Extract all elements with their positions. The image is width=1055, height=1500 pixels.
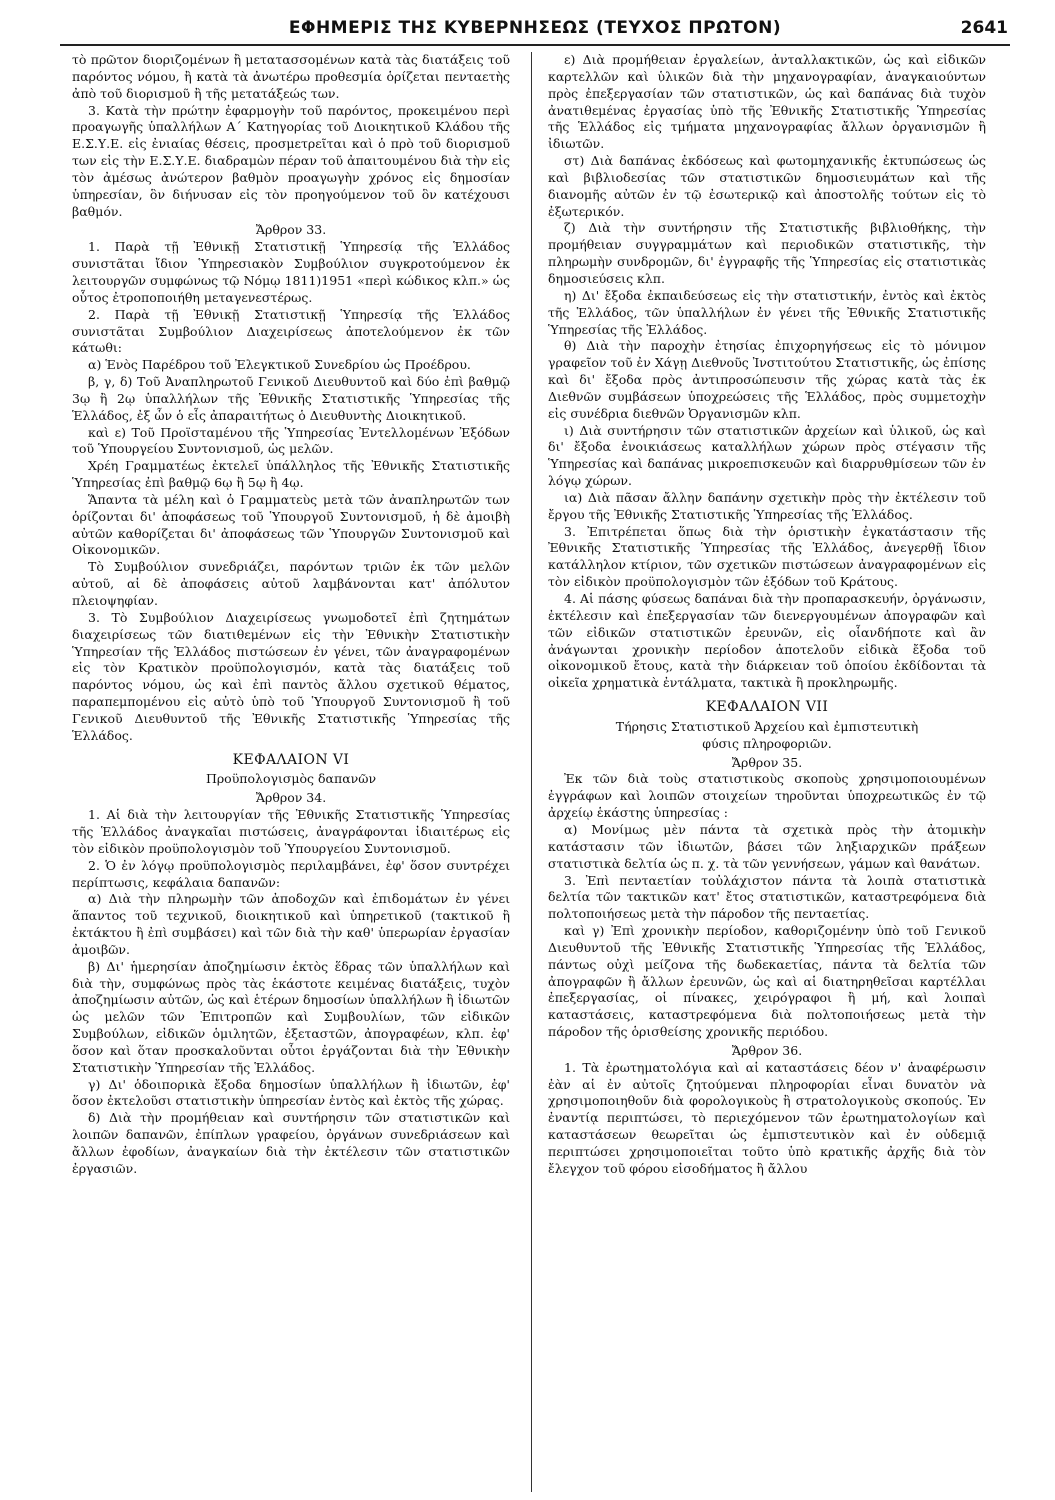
paragraph: ι) Διὰ συντήρησιν τῶν στατιστικῶν ἀρχείων καὶ ὑλικοῦ, ὡς καὶ δι' ἔξοδα ἐνοικιάσεως καταλλήλων χώρων πρὸς στέγασιν τῆς Ὑπηρεσίας καὶ δαπάνας μικροεπισκευῶν καὶ διαρρυθμίσεων τῶν ἐν λόγῳ χώρων. bbox=[548, 422, 986, 489]
paragraph: ε) Διὰ προμήθειαν ἐργαλείων, ἀνταλλακτικῶν, ὡς καὶ εἰδικῶν καρτελλῶν καὶ ὑλικῶν διὰ τὴν μηχανογραφίαν, ἀναγκαιούντων πρὸς ἐπεξεργασίαν τῶν στατιστικῶν, ὡς καὶ δαπάνας διὰ τυχὸν ἀνατιθεμένας ἐργασίας ὑπὸ τῆς Ἐθνικῆς Στατιστικῆς Ὑπηρεσίας τῆς Ἑλλάδος εἰς τμήματα μηχανογραφίας ἄλλων ὀργανισμῶν ἢ ἰδιωτῶν. bbox=[548, 52, 986, 152]
paragraph: Χρέη Γραμματέως ἐκτελεῖ ὑπάλληλος τῆς Ἐθνικῆς Στατιστικῆς Ὑπηρεσίας ἐπὶ βαθμῷ 6ῳ ἢ 5ῳ ἢ 4ῳ. bbox=[72, 458, 510, 491]
page-header bbox=[60, 18, 1010, 46]
article-heading: Ἄρθρον 33. bbox=[255, 222, 327, 238]
right-column bbox=[548, 52, 986, 1178]
article-heading: Ἄρθρον 35. bbox=[731, 754, 803, 770]
paragraph: καὶ ε) Τοῦ Προϊσταμένου τῆς Ὑπηρεσίας Ἐντελλομένων Ἐξόδων τοῦ Ὑπουργείου Συντονισμοῦ, ὡς μελῶν. bbox=[72, 424, 510, 457]
column-divider bbox=[531, 52, 532, 1492]
article-heading: Ἄρθρον 34. bbox=[255, 790, 327, 806]
chapter-subtitle: φύσις πληροφοριῶν. bbox=[702, 735, 832, 751]
paragraph: 1. Τὰ ἐρωτηματολόγια καὶ αἱ καταστάσεις δέον ν' ἀναφέρωσιν ἐὰν αἱ ἐν αὐτοῖς ζητούμεναι πληροφορίαι εἶναι δυνατὸν νὰ χρησιμοποιηθοῦν διὰ φορολογικοὺς ἢ στρατολογικοὺς σκοπούς. Ἐν ἐναντίᾳ περιπτώσει, τὸ περιεχόμενον τῶν ἐρωτηματολογίων καὶ καταστάσεων θεωρεῖται ὡς ἐμπιστευτικὸν καὶ ἐν οὐδεμιᾷ περιπτώσει χρησιμοποιεῖται τοῦτο ὑπὸ κρατικῆς ἀρχῆς διὰ τὸν ἔλεγχον τοῦ φόρου εἰσοδήματος ἢ ἄλλου bbox=[548, 1059, 986, 1176]
paragraph: τὸ πρῶτον διοριζομένων ἢ μετατασσομένων κατὰ τὰς διατάξεις τοῦ παρόντος νόμου, ἢ κατὰ τὰ ἀνωτέρω προθεσμία ὁρίζεται πενταετὴς ἀπὸ τοῦ διορισμοῦ ἢ τῆς μετατάξεώς των. bbox=[72, 52, 510, 101]
paragraph: α) Ἑνὸς Παρέδρου τοῦ Ἐλεγκτικοῦ Συνεδρίου ὡς Προέδρου. bbox=[88, 357, 471, 373]
chapter-subtitle: Προϋπολογισμὸς δαπανῶν bbox=[205, 771, 377, 787]
paragraph: Ἅπαντα τὰ μέλη καὶ ὁ Γραμματεὺς μετὰ τῶν ἀναπληρωτῶν των ὁρίζονται δι' ἀποφάσεως τοῦ Ὑπουργοῦ Συντονισμοῦ, ἡ δὲ ἀμοιβὴ αὐτῶν καθορίζεται δι' ἀποφάσεως τῶν Ὑπουργῶν Συντονισμοῦ καὶ Οἰκονομικῶν. bbox=[72, 491, 510, 558]
paragraph: β, γ, δ) Τοῦ Ἀναπληρωτοῦ Γενικοῦ Διευθυντοῦ καὶ δύο ἐπὶ βαθμῷ 3ῳ ἢ 2ῳ ὑπαλλήλων τῆς Ἐθνικῆς Στατιστικῆς Ὑπηρεσίας τῆς Ἑλλάδος, ἐξ ὧν ὁ εἷς ἀπαραιτήτως ὁ Διευθυντὴς Διοικητικοῦ. bbox=[72, 374, 510, 423]
paragraph: στ) Διὰ δαπάνας ἐκδόσεως καὶ φωτομηχανικῆς ἐκτυπώσεως ὡς καὶ βιβλιοδεσίας τῶν στατιστικῶν δημοσιευμάτων καὶ τῆς διανομῆς αὐτῶν ἐν τῷ ἐσωτερικῷ καὶ ἀποστολῆς τούτων εἰς τὸ ἐξωτερικόν. bbox=[548, 153, 986, 219]
paragraph: η) Δι' ἔξοδα ἐκπαιδεύσεως εἰς τὴν στατιστικήν, ἐντὸς καὶ ἐκτὸς τῆς Ἑλλάδος, τῶν ὑπαλλήλων ἐν γένει τῆς Ἐθνικῆς Στατιστικῆς Ὑπηρεσίας τῆς Ἑλλάδος. bbox=[548, 287, 986, 337]
paragraph: ζ) Διὰ τὴν συντήρησιν τῆς Στατιστικῆς βιβλιοθήκης, τὴν προμήθειαν συγγραμμάτων καὶ περιοδικῶν στατιστικῆς, τὴν πληρωμὴν συνδρομῶν, δι' ἐγγραφῆς τῆς Ὑπηρεσίας εἰς στατιστικὰς δημοσιεύσεις κλπ. bbox=[548, 220, 986, 286]
paragraph: γ) Δι' ὁδοιπορικὰ ἔξοδα δημοσίων ὑπαλλήλων ἢ ἰδιωτῶν, ἐφ' ὅσον ἐκτελοῦσι στατιστικὴν ὑπηρεσίαν ἐντὸς καὶ ἐκτὸς τῆς χώρας. bbox=[72, 1076, 510, 1109]
paragraph: Ἐκ τῶν διὰ τοὺς στατιστικοὺς σκοποὺς χρησιμοποιουμένων ἐγγράφων καὶ λοιπῶν στοιχείων τηροῦνται ὑποχρεωτικῶς ἐν τῷ ἀρχείῳ ἑκάστης ὑπηρεσίας : bbox=[548, 771, 986, 821]
paragraph: 2. Ὁ ἐν λόγῳ προϋπολογισμὸς περιλαμβάνει, ἐφ' ὅσον συντρέχει περίπτωσις, κεφάλαια δαπανῶν: bbox=[72, 857, 510, 890]
paragraph: 1. Παρὰ τῇ Ἐθνικῇ Στατιστικῇ Ὑπηρεσίᾳ τῆς Ἑλλάδος συνιστᾶται ἴδιον Ὑπηρεσιακὸν Συμβούλιον συγκροτούμενον ἐκ λειτουργῶν συμφώνως τῷ Νόμῳ 1811)1951 «περὶ κώδικος κλπ.» ὡς οὗτος ἐτροποποιήθη μεταγενεστέρως. bbox=[72, 239, 510, 305]
paragraph: ια) Διὰ πᾶσαν ἄλλην δαπάνην σχετικὴν πρὸς τὴν ἐκτέλεσιν τοῦ ἔργου τῆς Ἐθνικῆς Στατιστικῆς Ὑπηρεσίας τῆς Ἑλλάδος. bbox=[548, 489, 986, 522]
gazette-title: ΕΦΗΜΕΡΙΣ ΤΗΣ ΚΥΒΕΡΝΗΣΕΩΣ (ΤΕΥΧΟΣ ΠΡΩΤΟΝ) bbox=[288, 18, 782, 38]
paragraph: α) Μονίμως μὲν πάντα τὰ σχετικὰ πρὸς τὴν ἀτομικὴν κατάστασιν τῶν ἰδιωτῶν, βάσει τῶν ληξιαρχικῶν πράξεων στατιστικὰ δελτία ὡς π. χ. τὰ τῶν γεννήσεων, γάμων καὶ θανάτων. bbox=[548, 821, 986, 871]
paragraph: δ) Διὰ τὴν προμήθειαν καὶ συντήρησιν τῶν στατιστικῶν καὶ λοιπῶν δαπανῶν, ἐπίπλων γραφείου, ὀργάνων συνεδριάσεων καὶ ἄλλων ἐφοδίων, ἀναγκαίων διὰ τὴν ἐκτέλεσιν τῶν στατιστικῶν ἐργασιῶν. bbox=[72, 1110, 510, 1176]
chapter-heading: ΚΕΦΑΛΑΙΟΝ VII bbox=[705, 699, 829, 716]
paragraph: Τὸ Συμβούλιον συνεδριάζει, παρόντων τριῶν ἐκ τῶν μελῶν αὐτοῦ, αἱ δὲ ἀποφάσεις αὐτοῦ λαμβάνονται κατ' ἀπόλυτον πλειοψηφίαν. bbox=[72, 559, 510, 608]
article-heading: Ἄρθρον 36. bbox=[731, 1042, 803, 1058]
paragraph: 3. Ἐπιτρέπεται ὅπως διὰ τὴν ὁριστικὴν ἐγκατάστασιν τῆς Ἐθνικῆς Στατιστικῆς Ὑπηρεσίας τῆς Ἑλλάδος, ἀνεγερθῇ ἴδιον κατάλληλον κτίριον, τῶν σχετικῶν πιστώσεων ἀναγραφομένων εἰς τὸν εἰδικὸν προϋπολογισμὸν τῶν ἐξόδων τοῦ Κράτους. bbox=[548, 523, 986, 590]
paragraph: καὶ γ) Ἐπὶ χρονικὴν περίοδον, καθοριζομένην ὑπὸ τοῦ Γενικοῦ Διευθυντοῦ τῆς Ἐθνικῆς Στατιστικῆς Ὑπηρεσίας τῆς Ἑλλάδος, πάντως οὐχὶ μείζονα τῆς δωδεκαετίας, πάντα τὰ δελτία τῶν ἀπογραφῶν ἢ ἄλλων ἐρευνῶν, ὡς καὶ αἱ διατηρηθεῖσαι καρτέλλαι ἐπεξεργασίας, οἱ πίνακες, χειρόγραφοι ἢ μή, καὶ λοιπαὶ καταστάσεις, καταστρεφόμενα διὰ πολτοποιήσεως μετὰ τὴν πάροδον τῆς ὁρισθείσης χρονικῆς περιόδου. bbox=[548, 923, 986, 1040]
paragraph: β) Δι' ἡμερησίαν ἀποζημίωσιν ἐκτὸς ἕδρας τῶν ὑπαλλήλων καὶ διὰ τὴν, συμφώνως πρὸς τὰς ἑκάστοτε κειμένας διατάξεις, τυχὸν ἀποζημίωσιν αὐτῶν, ὡς καὶ ἑτέρων δημοσίων ὑπαλλήλων ἢ ἰδιωτῶν ὡς μελῶν τῶν Ἐπιτροπῶν καὶ Συμβουλίων, τῶν εἰδικῶν Συμβούλων, εἰδικῶν ὁμιλητῶν, ἐξεταστῶν, ἀπογραφέων, κλπ. ἐφ' ὅσον καὶ ὅταν προσκαλοῦνται οὗτοι ἐργάζονται διὰ τὴν Ἐθνικὴν Στατιστικὴν Ὑπηρεσίαν τῆς Ἑλλάδος. bbox=[72, 958, 510, 1075]
paragraph: 2. Παρὰ τῇ Ἐθνικῇ Στατιστικῇ Ὑπηρεσίᾳ τῆς Ἑλλάδος συνιστᾶται Συμβούλιον Διαχειρίσεως ἀποτελούμενον ἐκ τῶν κάτωθι: bbox=[72, 306, 510, 356]
page-number: 2641 bbox=[960, 18, 1008, 38]
paragraph: 3. Κατὰ τὴν πρώτην ἐφαρμογὴν τοῦ παρόντος, προκειμένου περὶ προαγωγῆς ὑπαλλήλων Α΄ Κατηγορίας τοῦ Διοικητικοῦ Κλάδου τῆς Ε.Σ.Υ.Ε. εἰς ἐνιαίας θέσεις, προσμετρεῖται καὶ ὁ πρὸ τοῦ διορισμοῦ των εἰς τὴν Ε.Σ.Υ.Ε. διαδραμὼν πέραν τοῦ ἀπαιτουμένου διὰ τὴν εἰς τὸν ἀμέσως ἀνώτερον βαθμὸν προαγωγὴν χρόνος εἰς δημοσίαν ὑπηρεσίαν, ὃν διήνυσαν εἰς τὸν προηγούμενον τοῦ ὃν κατέχουσι βαθμόν. bbox=[72, 102, 510, 219]
paragraph: α) Διὰ τὴν πληρωμὴν τῶν ἀποδοχῶν καὶ ἐπιδομάτων ἐν γένει ἅπαντος τοῦ τεχνικοῦ, διοικητικοῦ καὶ ὑπηρετικοῦ (τακτικοῦ ἢ ἐκτάκτου ἢ ἐπὶ συμβάσει) καὶ τῶν διὰ τὴν καθ' ὑπερωρίαν ἐργασίαν ἀμοιβῶν. bbox=[72, 891, 510, 957]
paragraph: θ) Διὰ τὴν παροχὴν ἐτησίας ἐπιχορηγήσεως εἰς τὸ μόνιμον γραφεῖον τοῦ ἐν Χάγῃ Διεθνοῦς Ἰνστιτούτου Στατιστικῆς, ὡς ἐπίσης καὶ δι' ἔξοδα πρὸς ἀντιπροσώπευσιν τῆς χώρας κατὰ τὰς ἐκ Διεθνῶν συμβάσεων ὑποχρεώσεις τῆς Ἑλλάδος, πρὸς συμμετοχὴν εἰς συνέδρια διεθνῶν Ὀργανισμῶν κλπ. bbox=[548, 338, 986, 421]
paragraph: 1. Αἱ διὰ τὴν λειτουργίαν τῆς Ἐθνικῆς Στατιστικῆς Ὑπηρεσίας τῆς Ἑλλάδος ἀναγκαῖαι πιστώσεις, ἀναγράφονται ἰδιαιτέρως εἰς τὸν εἰδικὸν προϋπολογισμὸν τοῦ Ὑπουργείου Συντονισμοῦ. bbox=[72, 807, 510, 856]
paragraph: 3. Ἐπὶ πενταετίαν τοὐλάχιστον πάντα τὰ λοιπὰ στατιστικὰ δελτία τῶν τακτικῶν κατ' ἔτος στατιστικῶν, καταστρεφόμενα διὰ πολτοποιήσεως μετὰ τὴν πάροδον τῆς πενταετίας. bbox=[548, 872, 986, 922]
left-column bbox=[72, 52, 510, 1178]
chapter-subtitle: Τήρησις Στατιστικοῦ Ἀρχείου καὶ ἐμπιστευτικὴ bbox=[615, 718, 919, 734]
chapter-heading: ΚΕΦΑΛΑΙΟΝ VI bbox=[232, 751, 350, 768]
paragraph: 3. Τὸ Συμβούλιον Διαχειρίσεως γνωμοδοτεῖ ἐπὶ ζητημάτων διαχειρίσεως τῶν διατιθεμένων εἰς τὴν Ἐθνικὴν Στατιστικὴν Ὑπηρεσίαν τῆς Ἑλλάδος πιστώσεων ἐν γένει, τῶν ἀναγραφομένων εἰς τὸν Κρατικὸν προϋπολογισμόν, κατὰ τὰς διατάξεις τοῦ παρόντος νόμου, ὡς καὶ ἐπὶ παντὸς ἄλλου σχετικοῦ θέματος, παραπεμπομένου εἰς αὐτὸ ὑπὸ τοῦ Ὑπουργοῦ Συντονισμοῦ ἢ τοῦ Γενικοῦ Διευθυντοῦ τῆς Ἐθνικῆς Στατιστικῆς Ὑπηρεσίας τῆς Ἑλλάδος. bbox=[72, 609, 510, 743]
paragraph: 4. Αἱ πάσης φύσεως δαπάναι διὰ τὴν προπαρασκευήν, ὀργάνωσιν, ἐκτέλεσιν καὶ ἐπεξεργασίαν τῶν διενεργουμένων ἀπογραφῶν καὶ τῶν εἰδικῶν στατιστικῶν ἐρευνῶν, εἰς οἷανδήποτε καὶ ἂν ἀνάγωνται χρονικὴν περίοδον ἀποτελοῦν εἰδικὰ ἔξοδα τοῦ οἰκονομικοῦ ἔτους, κατὰ τὴν διάρκειαν τοῦ ὁποίου ἐκδίδονται τὰ οἰκεῖα χρηματικὰ ἐντάλματα, τακτικὰ ἢ προκληρωμῆς. bbox=[548, 591, 986, 691]
